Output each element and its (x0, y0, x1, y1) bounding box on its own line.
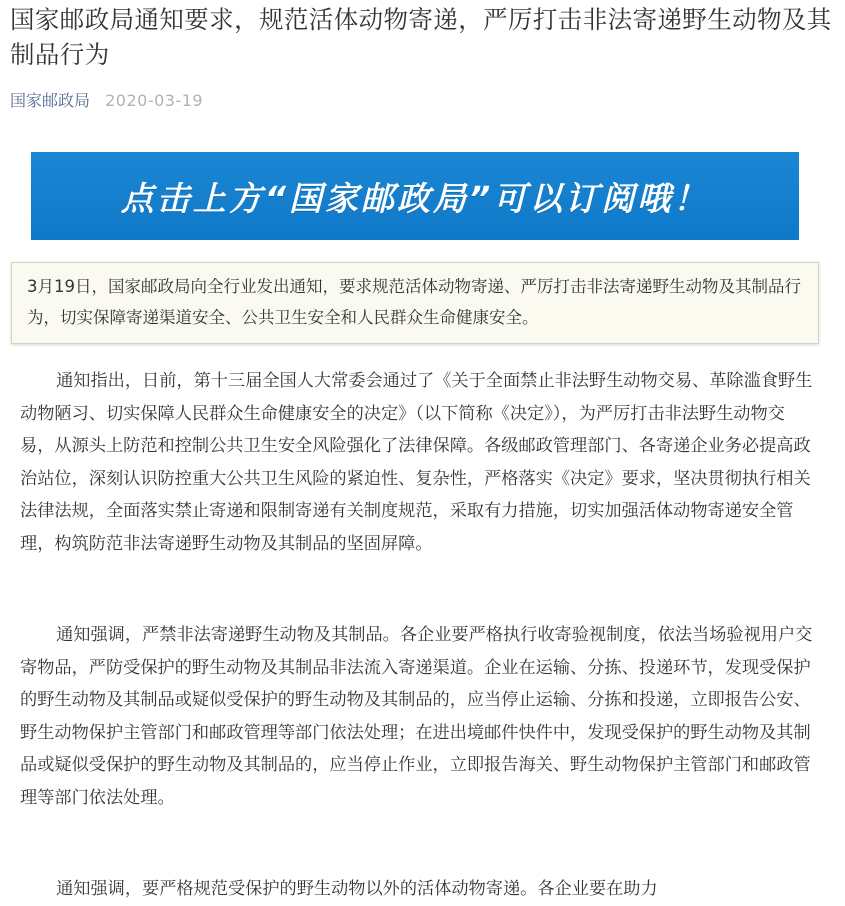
subscribe-banner[interactable] (31, 152, 799, 240)
article-meta (10, 90, 203, 112)
body-paragraph: 通知强调，严禁非法寄递野生动物及其制品。各企业要严格执行收寄验视制度，依法当场验视用户交寄物品，严防受保护的野生动物及其制品非法流入寄递渠道。企业在运输、分拣、投递环节，发现受保护的野生动物及其制品或疑似受保护的野生动物及其制品的，应当停止运输、分拣和投递，立即报告公安、野生动物保护主管部门和邮政管理等部门依法处理；在进出境邮件快件中，发现受保护的野生动物及其制品或疑似受保护的野生动物及其制品的，应当停止作业，立即报告海关、野生动物保护主管部门和邮政管理等部门依法处理。 (20, 625, 813, 808)
banner-text: 点击上方“国家邮政局”可以订阅哦！ (120, 178, 710, 218)
body-paragraph: 通知强调，要严格规范受保护的野生动物以外的活体动物寄递。各企业要在助力 (56, 879, 658, 899)
publish-date: 2020-03-19 (105, 91, 204, 110)
summary-text: 3月19日，国家邮政局向全行业发出通知，要求规范活体动物寄递、严厉打击非法寄递野生动物及其制品行为，切实保障寄递渠道安全、公共卫生安全和人民群众生命健康安全。 (27, 277, 801, 327)
article-title: 国家邮政局通知要求，规范活体动物寄递，严厉打击非法寄递野生动物及其制品行为 (10, 5, 832, 69)
account-name-link[interactable]: 国家邮政局 (10, 91, 91, 110)
body-paragraph: 通知指出，日前，第十三届全国人大常委会通过了《关于全面禁止非法野生动物交易、革除滥食野生动物陋习、切实保障人民群众生命健康安全的决定》（以下简称《决定》），为严厉打击非法野生动物交易，从源头上防范和控制公共卫生安全风险强化了法律保障。各级邮政管理部门、各寄递企业务必提高政治站位，深刻认识防控重大公共卫生风险的紧迫性、复杂性，严格落实《决定》要求，坚决贯彻执行相关法律法规，全面落实禁止寄递和限制寄递有关制度规范，采取有力措施，切实加强活体动物寄递安全管理，构筑防范非法寄递野生动物及其制品的坚固屏障。 (20, 371, 813, 554)
summary-box (11, 262, 819, 344)
